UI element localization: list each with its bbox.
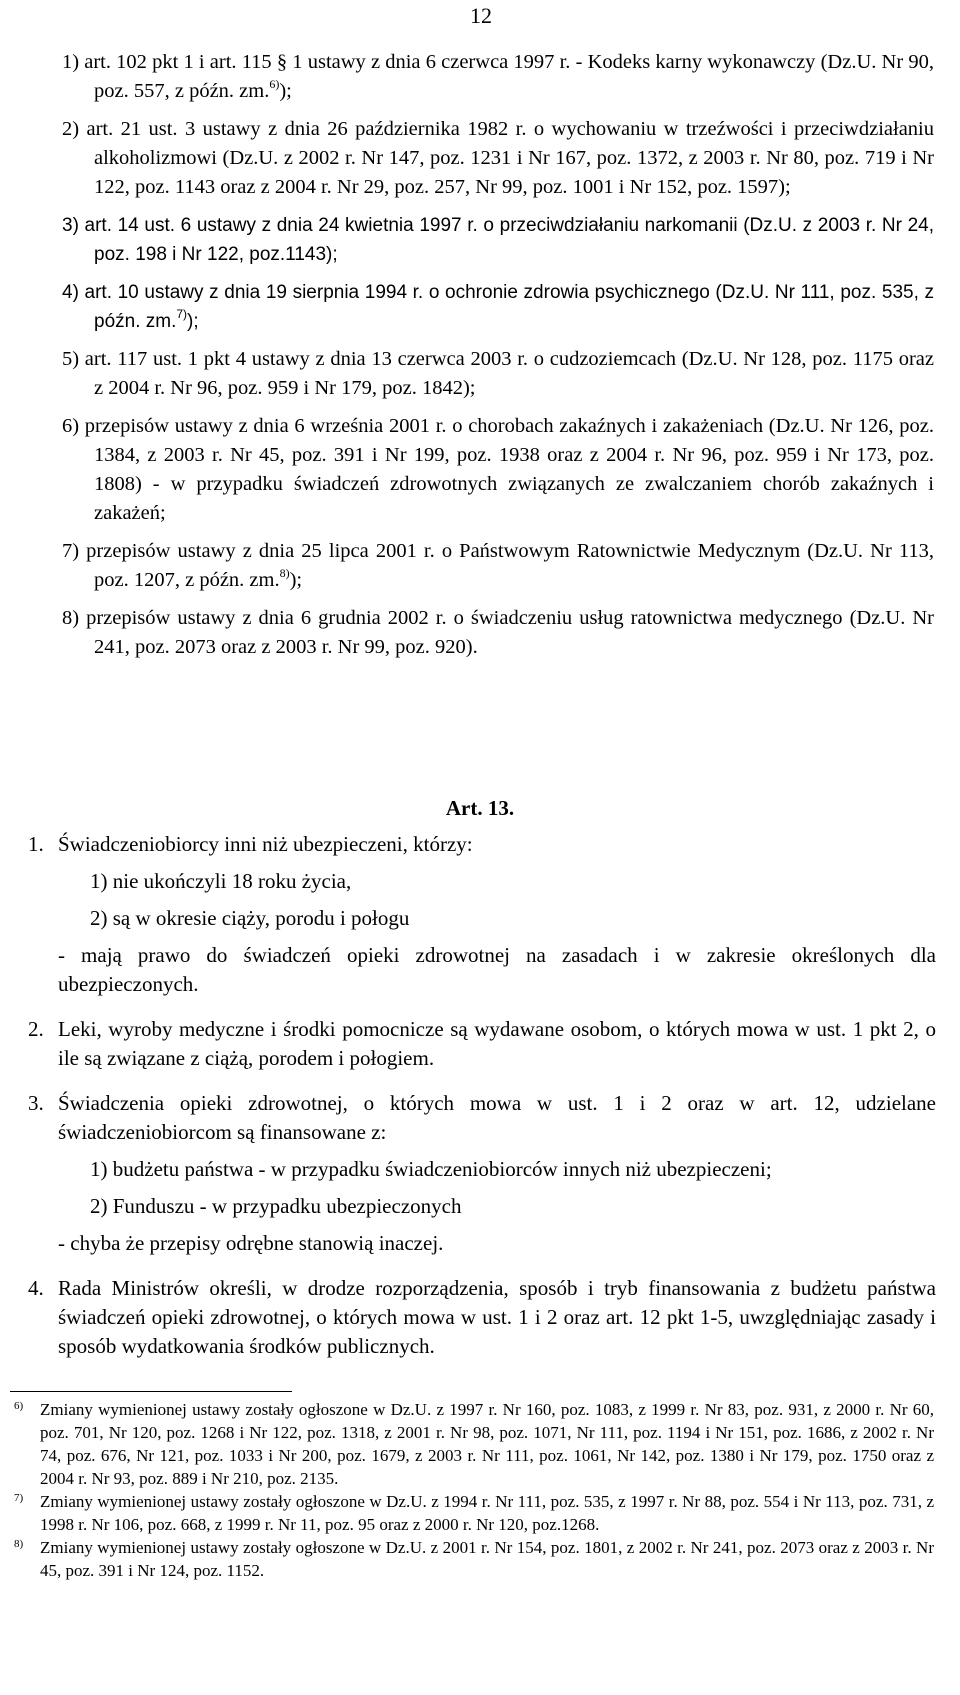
sub-point: 1) nie ukończyli 18 roku życia, bbox=[90, 869, 352, 893]
list-item: 3) art. 14 ust. 6 ustawy z dnia 24 kwietnia 1997 r. o przeciwdziałaniu narkomanii (Dz.U. z 2003 r. Nr 24, poz. 198 i Nr 122, poz.1143); bbox=[62, 215, 934, 265]
footnote bbox=[14, 1536, 934, 1582]
footnote-text: Zmiany wymienionej ustawy zostały ogłoszone w Dz.U. z 1997 r. Nr 160, poz. 1083, z 1999 r. Nr 83, poz. 931, z 2000 r. Nr 60, poz. 701, Nr 120, poz. 1268 i Nr 122, poz. 1318, z 2001 r. Nr 98, poz. 1071, Nr 111, poz. 1194 i Nr 151, poz. 1686, z 2002 r. Nr 74, poz. 676, Nr 121, poz. 1033 i Nr 200, poz. 1679, z 2003 r. Nr 111, poz. 1061, Nr 142, poz. 1380 i Nr 179, poz. 1750 oraz z 2004 r. Nr 93, poz. 889 i Nr 210, poz. 2135. bbox=[40, 1400, 934, 1488]
paragraph-intro: Świadczeniobiorcy inni niż ubezpieczeni, którzy: bbox=[58, 832, 473, 856]
list-item: 5) art. 117 ust. 1 pkt 4 ustawy z dnia 13 czerwca 2003 r. o cudzoziemcach (Dz.U. Nr 128, poz. 1175 oraz z 2004 r. Nr 96, poz. 959 i Nr 179, poz. 1842); bbox=[62, 348, 934, 399]
article-paragraph-2 bbox=[28, 1015, 936, 1081]
list-item: 6) przepisów ustawy z dnia 6 września 2001 r. o chorobach zakaźnych i zakażeniach (Dz.U. Nr 126, poz. 1384, z 2003 r. Nr 45, poz. 391 i Nr 199, poz. 1938 oraz z 2004 r. Nr 96, poz. 959 i Nr 173, poz. 1808) - w przypadku świadczeń zdrowotnych związanych ze zwalczaniem chorób zakaźnych i zakażeń; bbox=[62, 415, 934, 524]
page-number: 12 bbox=[470, 3, 492, 28]
footnote bbox=[14, 1398, 934, 1490]
paragraph-number: 4. bbox=[28, 1276, 44, 1300]
paragraph-intro: Świadczenia opieki zdrowotnej, o których mowa w ust. 1 i 2 oraz w art. 12, udzielane świadczeniobiorcom są finansowane z: bbox=[58, 1091, 936, 1144]
article-paragraph-1 bbox=[28, 830, 936, 1007]
footnotes bbox=[14, 1398, 934, 1582]
section-sign: § bbox=[276, 51, 288, 73]
article-paragraph-4 bbox=[28, 1274, 936, 1369]
paragraph-outro: - mają prawo do świadczeń opieki zdrowotnej na zasadach i w zakresie określonych dla ubezpieczonych. bbox=[58, 943, 936, 996]
paragraph-number: 1. bbox=[28, 832, 44, 856]
footnote-text: Zmiany wymienionej ustawy zostały ogłoszone w Dz.U. z 2001 r. Nr 154, poz. 1801, z 2002 r. Nr 241, poz. 2073 oraz z 2003 r. Nr 45, poz. 391 i Nr 124, poz. 1152. bbox=[40, 1538, 934, 1580]
sub-point: 2) Funduszu - w przypadku ubezpieczonych bbox=[90, 1194, 462, 1218]
amendment-list bbox=[62, 48, 934, 671]
footnote-separator bbox=[10, 1391, 292, 1392]
footnote-mark: 6) bbox=[14, 1400, 24, 1412]
footnote bbox=[14, 1490, 934, 1536]
article-title: Art. 13. bbox=[445, 796, 515, 820]
list-item: 8) przepisów ustawy z dnia 6 grudnia 2002 r. o świadczeniu usług ratownictwa medycznego (Dz.U. Nr 241, poz. 2073 oraz z 2003 r. Nr 99, poz. 920). bbox=[62, 607, 934, 658]
paragraph-text: Rada Ministrów określi, w drodze rozporządzenia, sposób i tryb finansowania z budżetu państwa świadczeń opieki zdrowotnej, o których mowa w ust. 1 i 2 oraz art. 12 pkt 1-5, uwzględniając zasady i sposób wydatkowania środków publicznych. bbox=[58, 1276, 936, 1358]
footnote-mark: 8) bbox=[14, 1538, 24, 1550]
footnote-text: Zmiany wymienionej ustawy zostały ogłoszone w Dz.U. z 1994 r. Nr 111, poz. 535, z 1997 r. Nr 88, poz. 554 i Nr 113, poz. 731, z 1998 r. Nr 106, poz. 668, z 1999 r. Nr 11, poz. 95 oraz z 2000 r. Nr 120, poz.1268. bbox=[40, 1492, 934, 1534]
list-item: 1) art. 102 pkt 1 i art. 115 § 1 ustawy z dnia 6 czerwca 1997 r. - Kodeks karny wykonawczy (Dz.U. Nr 90, poz. 557, z późn. zm.$^{6)}$); bbox=[62, 51, 934, 102]
paragraph-number: 3. bbox=[28, 1091, 44, 1115]
footnote-ref: 8) bbox=[279, 566, 290, 580]
sub-point: 2) są w okresie ciąży, porodu i połogu bbox=[90, 906, 410, 930]
paragraph-number: 2. bbox=[28, 1017, 44, 1041]
sub-point: 1) budżetu państwa - w przypadku świadczeniobiorców innych niż ubezpieczeni; bbox=[90, 1157, 772, 1181]
list-item: 2) art. 21 ust. 3 ustawy z dnia 26 października 1982 r. o wychowaniu w trzeźwości i przeciwdziałaniu alkoholizmowi (Dz.U. z 2002 r. Nr 147, poz. 1231 i Nr 167, poz. 1372, z 2003 r. Nr 80, poz. 719 i Nr 122, poz. 1143 oraz z 2004 r. Nr 29, poz. 257, Nr 99, poz. 1001 i Nr 152, poz. 1597); bbox=[62, 118, 934, 198]
footnote-ref: 6) bbox=[269, 77, 280, 91]
footnote-mark: 7) bbox=[14, 1492, 24, 1504]
footnote-ref: 7) bbox=[176, 307, 188, 321]
list-item: 7) przepisów ustawy z dnia 25 lipca 2001 r. o Państwowym Ratownictwie Medycznym (Dz.U. Nr 113, poz. 1207, z późn. zm.$^{8)}$); bbox=[62, 540, 934, 591]
paragraph-outro: - chyba że przepisy odrębne stanowią inaczej. bbox=[58, 1231, 444, 1255]
article-body bbox=[28, 830, 936, 1377]
paragraph-text: Leki, wyroby medyczne i środki pomocnicze są wydawane osobom, o których mowa w ust. 1 pkt 2, o ile są związane z ciążą, porodem i połogiem. bbox=[58, 1017, 936, 1070]
article-paragraph-3 bbox=[28, 1089, 936, 1266]
list-item: 4) art. 10 ustawy z dnia 19 sierpnia 1994 r. o ochronie zdrowia psychicznego (Dz.U. Nr 111, poz. 535, z późn. zm.$^{7)}$); bbox=[62, 282, 934, 332]
